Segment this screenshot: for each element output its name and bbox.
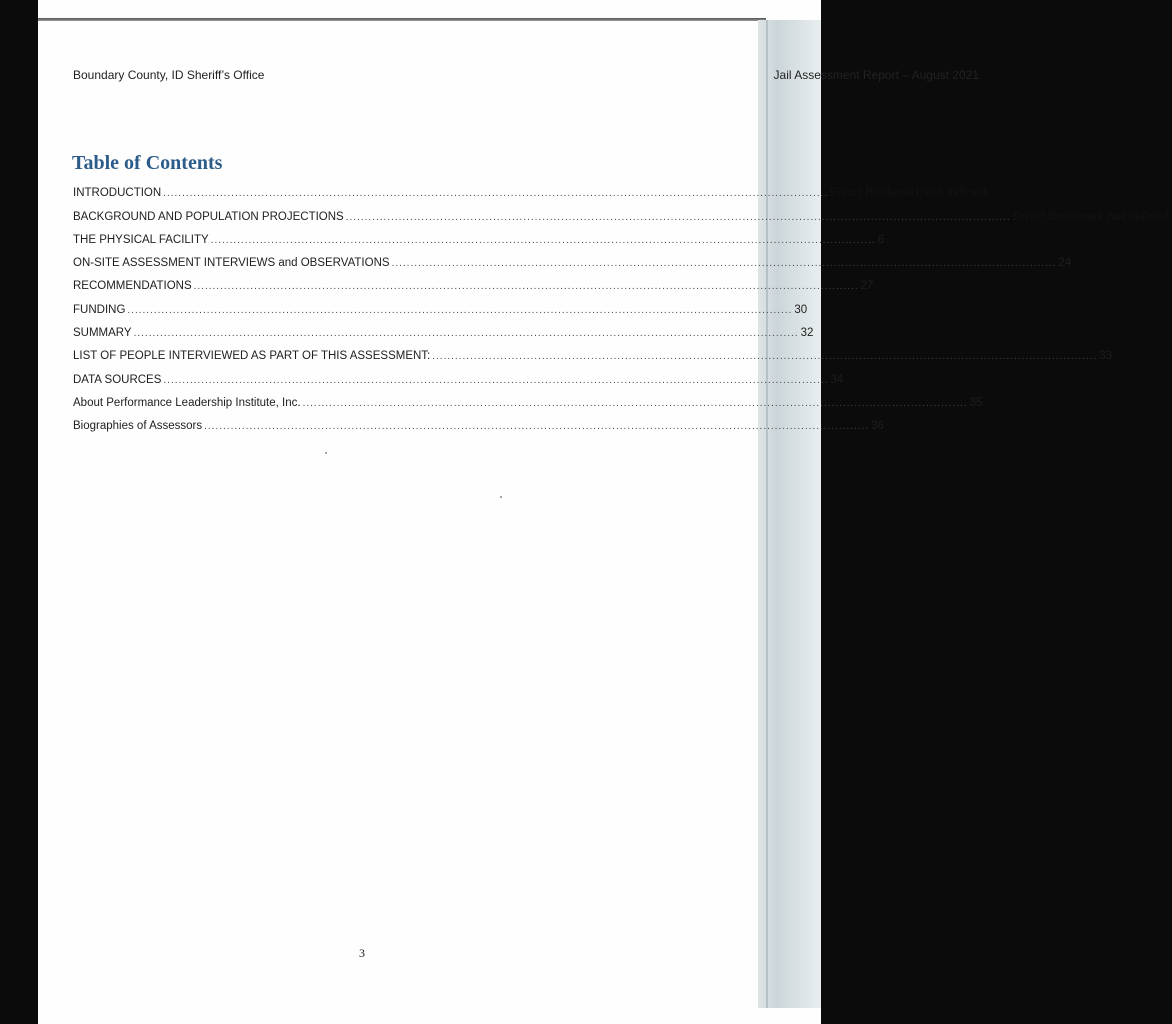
toc-leader: ................................................................................................................................................................................ xyxy=(133,328,799,340)
toc-entry-label: ON-SITE ASSESSMENT INTERVIEWS and OBSERVATIONS xyxy=(73,257,390,270)
toc-entry-label: THE PHYSICAL FACILITY xyxy=(73,233,209,246)
toc-entry-label: BACKGROUND AND POPULATION PROJECTIONS xyxy=(73,210,344,223)
toc-entry-label: INTRODUCTION xyxy=(73,187,162,200)
toc-entry-label: FUNDING xyxy=(73,303,126,316)
toc-entry-label: Biographies of Assessors xyxy=(73,420,203,433)
toc-entry-label: About Performance Leadership Institute, Inc. xyxy=(73,396,301,409)
toc-entry[interactable] xyxy=(73,292,808,316)
toc-leader: ................................................................................................................................................................................ xyxy=(163,188,829,200)
toc-leader: ................................................................................................................................................................................ xyxy=(163,374,829,386)
toc-entry-page: 32 xyxy=(800,327,814,340)
running-header-left: Boundary County, ID Sheriff’s Office xyxy=(73,68,265,82)
toc-entry-page: 27 xyxy=(860,280,874,293)
scan-speck xyxy=(325,452,327,454)
toc-title: Table of Contents xyxy=(72,152,223,174)
toc-leader: ................................................................................................................................................................................ xyxy=(210,234,876,246)
toc-entry[interactable] xyxy=(73,223,885,246)
toc-entry[interactable] xyxy=(73,269,874,293)
toc-entry[interactable] xyxy=(73,386,983,409)
page-edge-line xyxy=(766,20,768,1008)
toc-entry-page: 30 xyxy=(794,303,808,316)
toc-entry-page: 24 xyxy=(1058,257,1072,270)
running-header-right: Jail Assessment Report – August 2021 xyxy=(773,68,979,82)
toc-leader: ................................................................................................................................................................................ xyxy=(391,258,1057,270)
toc-entry[interactable] xyxy=(73,199,1172,223)
toc-entry-page: 34 xyxy=(830,373,844,386)
toc-entry-label: SUMMARY xyxy=(73,327,132,340)
toc-entry-page: 33 xyxy=(1099,350,1113,363)
page-number: 3 xyxy=(359,946,365,960)
toc-entry[interactable] xyxy=(73,176,990,200)
toc-list xyxy=(73,176,1172,433)
toc-leader: ................................................................................................................................................................................ xyxy=(345,211,1011,223)
toc-entry[interactable] xyxy=(73,409,884,433)
toc-leader: ................................................................................................................................................................................ xyxy=(432,351,1098,363)
toc-entry[interactable] xyxy=(73,362,844,386)
toc-entry[interactable] xyxy=(73,246,1072,270)
toc-entry-label: DATA SOURCES xyxy=(73,373,162,386)
toc-entry-page: 6 xyxy=(877,233,885,246)
toc-leader: ................................................................................................................................................................................ xyxy=(204,421,870,433)
toc-entry-label: LIST OF PEOPLE INTERVIEWED AS PART OF THIS ASSESSMENT: xyxy=(73,350,431,363)
toc-entry-page: 36 xyxy=(871,420,884,433)
toc-entry[interactable] xyxy=(73,339,1113,363)
toc-entry-label: RECOMMENDATIONS xyxy=(73,280,192,293)
scan-speck xyxy=(500,496,502,498)
toc-leader: ................................................................................................................................................................................ xyxy=(127,304,793,316)
toc-entry-page: Error! Bookmark not defined. xyxy=(830,187,990,200)
toc-entry-page: Error! Bookmark not defined. xyxy=(1012,210,1172,223)
toc-entry[interactable] xyxy=(73,316,814,340)
toc-entry-page: 35 xyxy=(969,396,983,409)
toc-leader: ................................................................................................................................................................................ xyxy=(302,397,968,409)
top-edge-shadow xyxy=(38,18,766,21)
toc-leader: ................................................................................................................................................................................ xyxy=(193,281,859,293)
